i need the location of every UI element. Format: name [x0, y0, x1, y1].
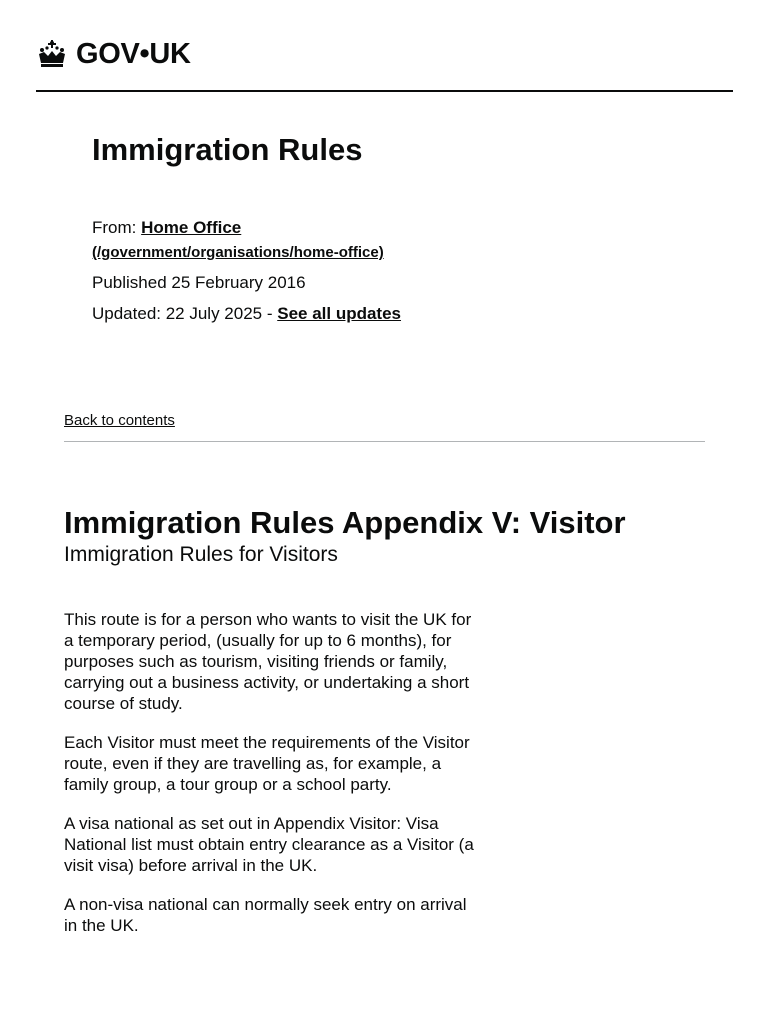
crown-icon [36, 39, 68, 71]
document-metadata [92, 216, 692, 326]
home-office-path-link[interactable]: (/government/organisations/home-office) [92, 244, 384, 261]
from-label: From: [92, 218, 137, 237]
body-paragraph: A visa national as set out in Appendix Visitor: Visa National list must obtain entry clearance as a Visitor (a visit visa) before arrival in the UK. [64, 814, 474, 875]
body-paragraph: This route is for a person who wants to visit the UK for a temporary period, (usually for up to 6 months), for purposes such as tourism, visiting friends or family, carrying out a business activity, or undertaking a short course of study. [64, 610, 472, 713]
section-heading: Immigration Rules Appendix V: Visitor [64, 505, 626, 540]
see-all-updates-link[interactable]: See all updates [277, 304, 402, 323]
site-header [36, 38, 733, 92]
document-title: Immigration Rules [92, 132, 363, 167]
section-body [64, 609, 484, 954]
body-paragraph: A non-visa national can normally seek entry on arrival in the UK. [64, 895, 467, 935]
from-row [92, 216, 692, 240]
back-to-contents-link[interactable]: Back to contents [64, 412, 175, 429]
home-office-link[interactable]: Home Office [141, 218, 242, 237]
published-date: Published 25 February 2016 [92, 273, 306, 292]
divider [64, 441, 705, 442]
govuk-logo-link[interactable] [36, 38, 733, 71]
updated-row [92, 302, 692, 326]
logo-text: GOV•UK [76, 38, 191, 70]
body-paragraph: Each Visitor must meet the requirements of the Visitor route, even if they are travelling as, for example, a family group, a tour group or a school party. [64, 733, 470, 794]
updated-date: Updated: 22 July 2025 - [92, 304, 278, 323]
section-subtitle: Immigration Rules for Visitors [64, 543, 338, 566]
